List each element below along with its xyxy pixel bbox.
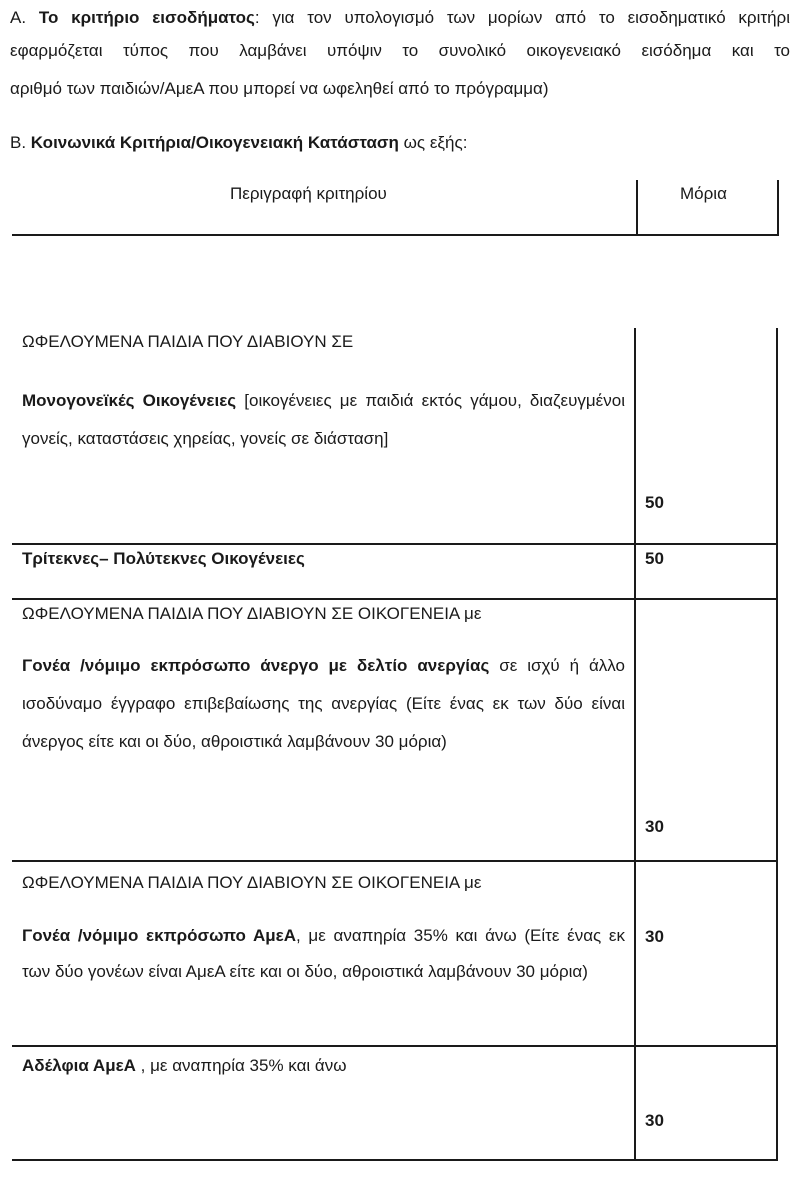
header-bottom-rule — [12, 234, 779, 236]
section-a-line-2: εφαρμόζεται τύπος που λαμβάνει υπόψιν το συνολικό οικογενειακό εισόδημα και το — [10, 41, 790, 60]
row-criterion: Μονογονεϊκές Οικογένειες — [22, 391, 237, 410]
row-criterion: Γονέα /νόμιμο εκπρόσωπο ΑμεΑ — [22, 926, 297, 945]
row-description: Γονέα /νόμιμο εκπρόσωπο άνεργο με δελτίο ανεργίας σε ισχύ ή άλλο ισοδύναμο έγγραφο επιβεβαίωσης της ανεργίας (Είτε ένας εκ των δύο είναι άνεργος είτε και οι δύο, αθροιστικά λαμβάνουν 30 μόρια) — [22, 656, 625, 751]
row-divider — [12, 598, 778, 600]
header-right-border — [777, 180, 779, 235]
row-description: Γονέα /νόμιμο εκπρόσωπο ΑμεΑ, με αναπηρία 35% και άνω (Είτε ένας εκ των δύο γονέων είναι ΑμεΑ είτε και οι δύο, αθροιστικά λαμβάνουν 30 μόρια) — [22, 926, 625, 981]
section-a-line-1: Α. Το κριτήριο εισοδήματος: για τον υπολογισμό των μορίων από το εισοδηματικό κριτήρι — [10, 8, 790, 27]
criteria-right-border — [776, 328, 778, 1161]
header-points: Μόρια — [680, 184, 727, 203]
row-criterion: Τρίτεκνες– Πολύτεκνες Οικογένειες — [22, 549, 305, 568]
row-intro: ΩΦΕΛΟΥΜΕΝΑ ΠΑΙΔΙΑ ΠΟΥ ΔΙΑΒΙΟΥΝ ΣΕ ΟΙΚΟΓΕΝΕΙΑ με — [22, 873, 482, 892]
row-points: 50 — [645, 549, 664, 568]
row-description: Μονογονεϊκές Οικογένειες [οικογένειες με παιδιά εκτός γάμου, διαζευγμένοι γονείς, καταστάσεις χηρείας, γονείς σε διάσταση] — [22, 391, 625, 448]
row-description: Αδέλφια ΑμεΑ , με αναπηρία 35% και άνω — [22, 1056, 347, 1075]
criteria-col-divider — [634, 328, 636, 1161]
section-b-title: Κοινωνικά Κριτήρια/Οικογενειακή Κατάσταση — [30, 133, 399, 152]
table-bottom-rule — [12, 1159, 778, 1161]
section-a-heading: Το κριτήριο εισοδήματος — [38, 8, 255, 27]
row-points: 30 — [645, 817, 664, 836]
row-points: 50 — [645, 493, 664, 512]
section-a-line-3: αριθμό των παιδιών/ΑμεΑ που μπορεί να ωφεληθεί από το πρόγραμμα) — [10, 79, 549, 98]
row-divider — [12, 1045, 778, 1047]
row-intro: ΩΦΕΛΟΥΜΕΝΑ ΠΑΙΔΙΑ ΠΟΥ ΔΙΑΒΙΟΥΝ ΣΕ ΟΙΚΟΓΕΝΕΙΑ με — [22, 604, 482, 623]
row-points: 30 — [645, 927, 664, 946]
row-criterion: Γονέα /νόμιμο εκπρόσωπο άνεργο με δελτίο ανεργίας — [22, 656, 490, 675]
row-intro: ΩΦΕΛΟΥΜΕΝΑ ΠΑΙΔΙΑ ΠΟΥ ΔΙΑΒΙΟΥΝ ΣΕ — [22, 332, 354, 351]
row-criterion: Αδέλφια ΑμεΑ — [22, 1056, 136, 1075]
row-divider — [12, 543, 778, 545]
header-col-divider — [636, 180, 638, 235]
row-description — [22, 549, 625, 569]
header-description: Περιγραφή κριτηρίου — [230, 184, 387, 203]
section-b-heading: Β. Κοινωνικά Κριτήρια/Οικογενειακή Κατάσταση ως εξής: — [10, 133, 468, 152]
row-points: 30 — [645, 1111, 664, 1130]
row-divider — [12, 860, 778, 862]
